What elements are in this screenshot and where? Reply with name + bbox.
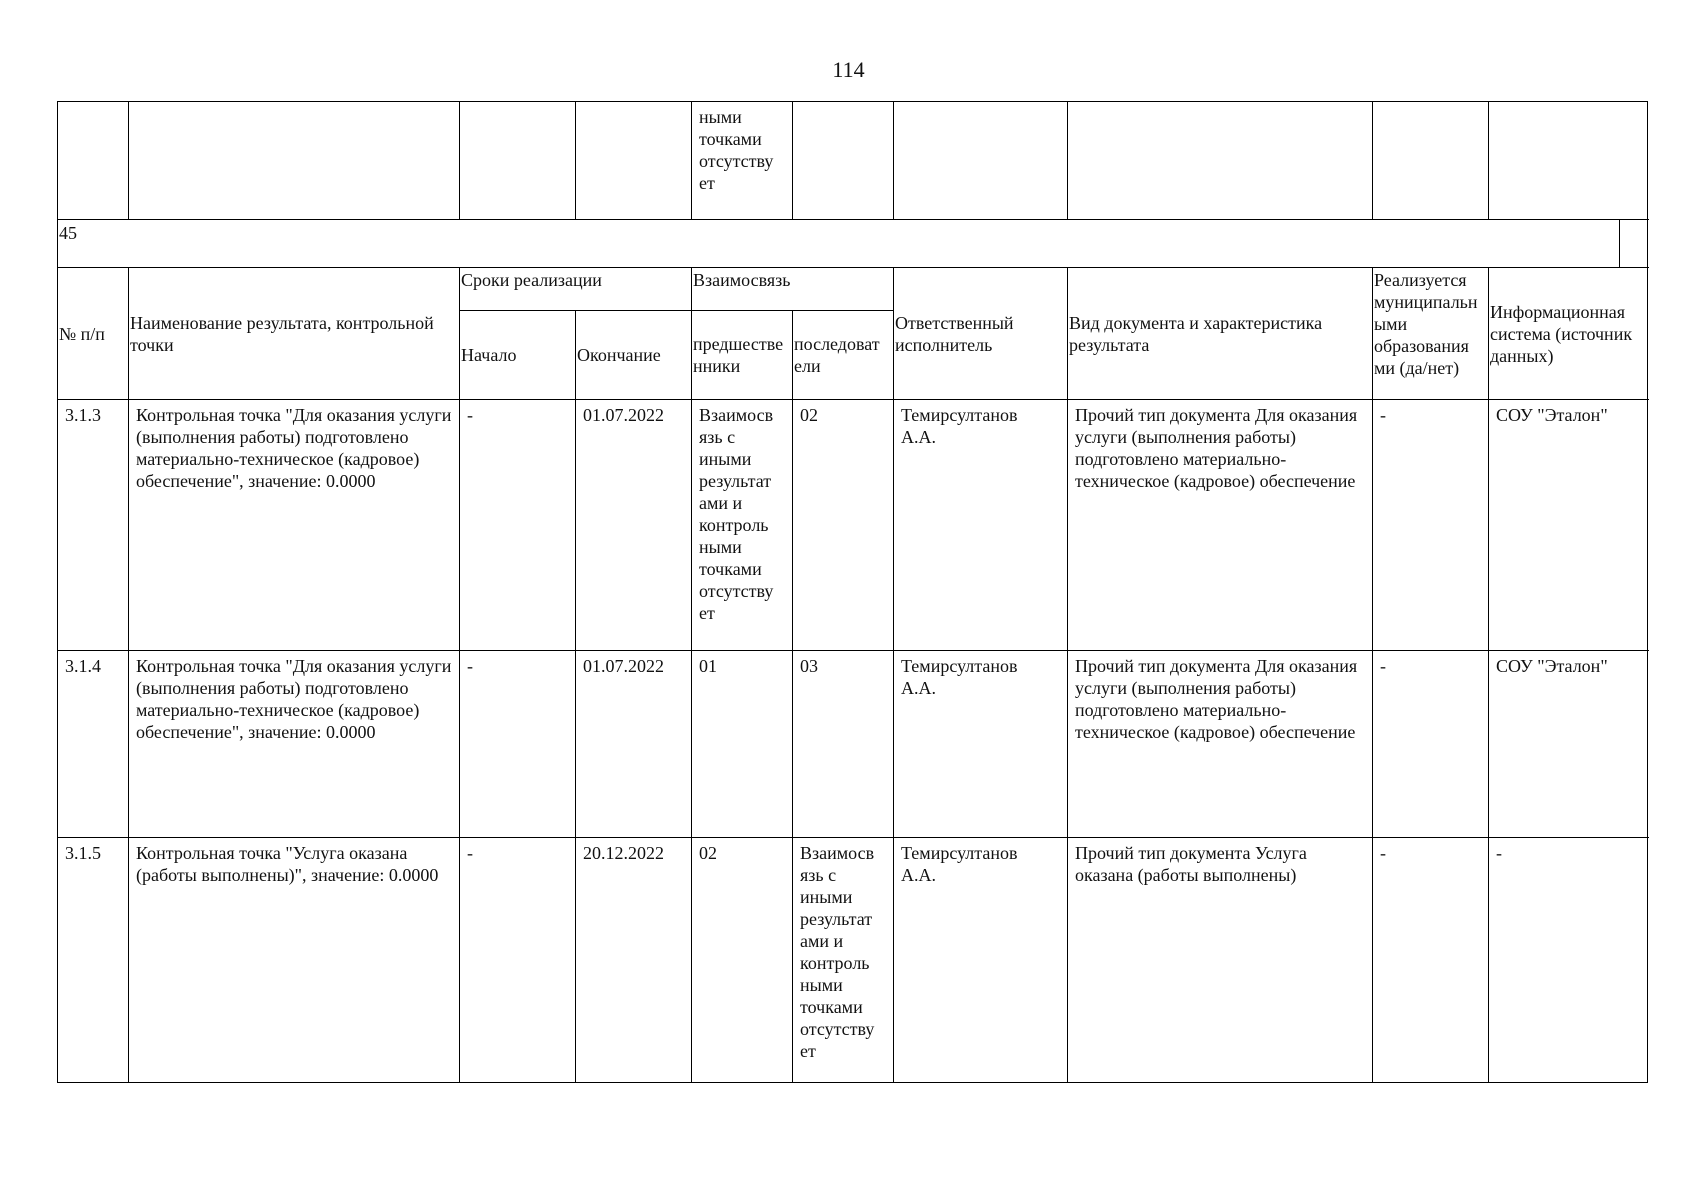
cont-cell-pred: ными точками отсутству ет [692, 102, 793, 220]
row-num: 3.1.4 [58, 651, 129, 838]
section-spacer-cell [1620, 220, 1649, 268]
results-table [57, 101, 1648, 1083]
row-infosys: СОУ "Эталон" [1489, 651, 1649, 838]
row-end: 01.07.2022 [576, 400, 692, 651]
row-num: 3.1.3 [58, 400, 129, 651]
cont-cell-name [129, 102, 460, 220]
row-municipal: - [1373, 400, 1489, 651]
header-responsible: Ответственный исполнитель [894, 268, 1068, 400]
header-pred: предшестве нники [692, 311, 793, 400]
row-succ: Взаимосв язь с иными результат ами и контроль ными точками отсутству ет [793, 838, 894, 1082]
header-infosys: Информационная система (источник данных) [1489, 268, 1649, 400]
row-end: 20.12.2022 [576, 838, 692, 1082]
row-doc: Прочий тип документа Услуга оказана (работы выполнены) [1068, 838, 1373, 1082]
row-succ: 03 [793, 651, 894, 838]
header-relation: Взаимосвязь [692, 268, 894, 311]
row-municipal: - [1373, 651, 1489, 838]
cont-cell-num [58, 102, 129, 220]
row-responsible: Темирсултанов А.А. [894, 838, 1068, 1082]
row-infosys: - [1496, 843, 1502, 863]
page-number: 114 [832, 57, 865, 82]
cont-cell-end [576, 102, 692, 220]
row-responsible: Темирсултанов А.А. [894, 651, 1068, 838]
cont-cell-doc [1068, 102, 1373, 220]
cont-cell-municipal [1373, 102, 1489, 220]
row-name: Контрольная точка "Услуга оказана (работы выполнены)", значение: 0.0000 [129, 838, 460, 1082]
header-start: Начало [460, 311, 576, 400]
row-end: 01.07.2022 [576, 651, 692, 838]
row-doc: Прочий тип документа Для оказания услуги (выполнения работы) подготовлено материально-техническое (кадровое) обеспечение [1068, 400, 1373, 651]
row-start: - [460, 400, 576, 651]
section-number: 45 [59, 223, 77, 243]
row-num: 3.1.5 [58, 838, 129, 1082]
cont-cell-start [460, 102, 576, 220]
row-doc: Прочий тип документа Для оказания услуги (выполнения работы) подготовлено материально-техническое (кадровое) обеспечение [1068, 651, 1373, 838]
header-succ: последоват ели [793, 311, 894, 400]
header-terms: Сроки реализации [460, 268, 692, 311]
header-num: № п/п [58, 268, 129, 400]
row-municipal: - [1373, 838, 1489, 1082]
row-name: Контрольная точка "Для оказания услуги (выполнения работы) подготовлено материально-техническое (кадровое) обеспечение", значение: 0.0000 [129, 400, 460, 651]
cont-cell-succ [793, 102, 894, 220]
row-pred: 02 [692, 838, 793, 1082]
row-responsible: Темирсултанов А.А. [894, 400, 1068, 651]
header-end: Окончание [576, 311, 692, 400]
row-pred: 01 [692, 651, 793, 838]
row-pred: Взаимосв язь с иными результат ами и контроль ными точками отсутству ет [692, 400, 793, 651]
row-start: - [460, 651, 576, 838]
header-doc: Вид документа и характеристика результата [1068, 268, 1373, 400]
header-municipal: Реализуется муниципальн ыми образования ми (да/нет) [1373, 268, 1489, 400]
header-name: Наименование результата, контрольной точки [129, 268, 460, 400]
row-start: - [460, 838, 576, 1082]
section-number-cell [58, 220, 1620, 268]
row-succ: 02 [793, 400, 894, 651]
cont-cell-responsible [894, 102, 1068, 220]
row-infosys: СОУ "Эталон" [1489, 400, 1649, 651]
cont-cell-infosys [1489, 102, 1649, 220]
row-name: Контрольная точка "Для оказания услуги (выполнения работы) подготовлено материально-техническое (кадровое) обеспечение", значение: 0.0000 [129, 651, 460, 838]
